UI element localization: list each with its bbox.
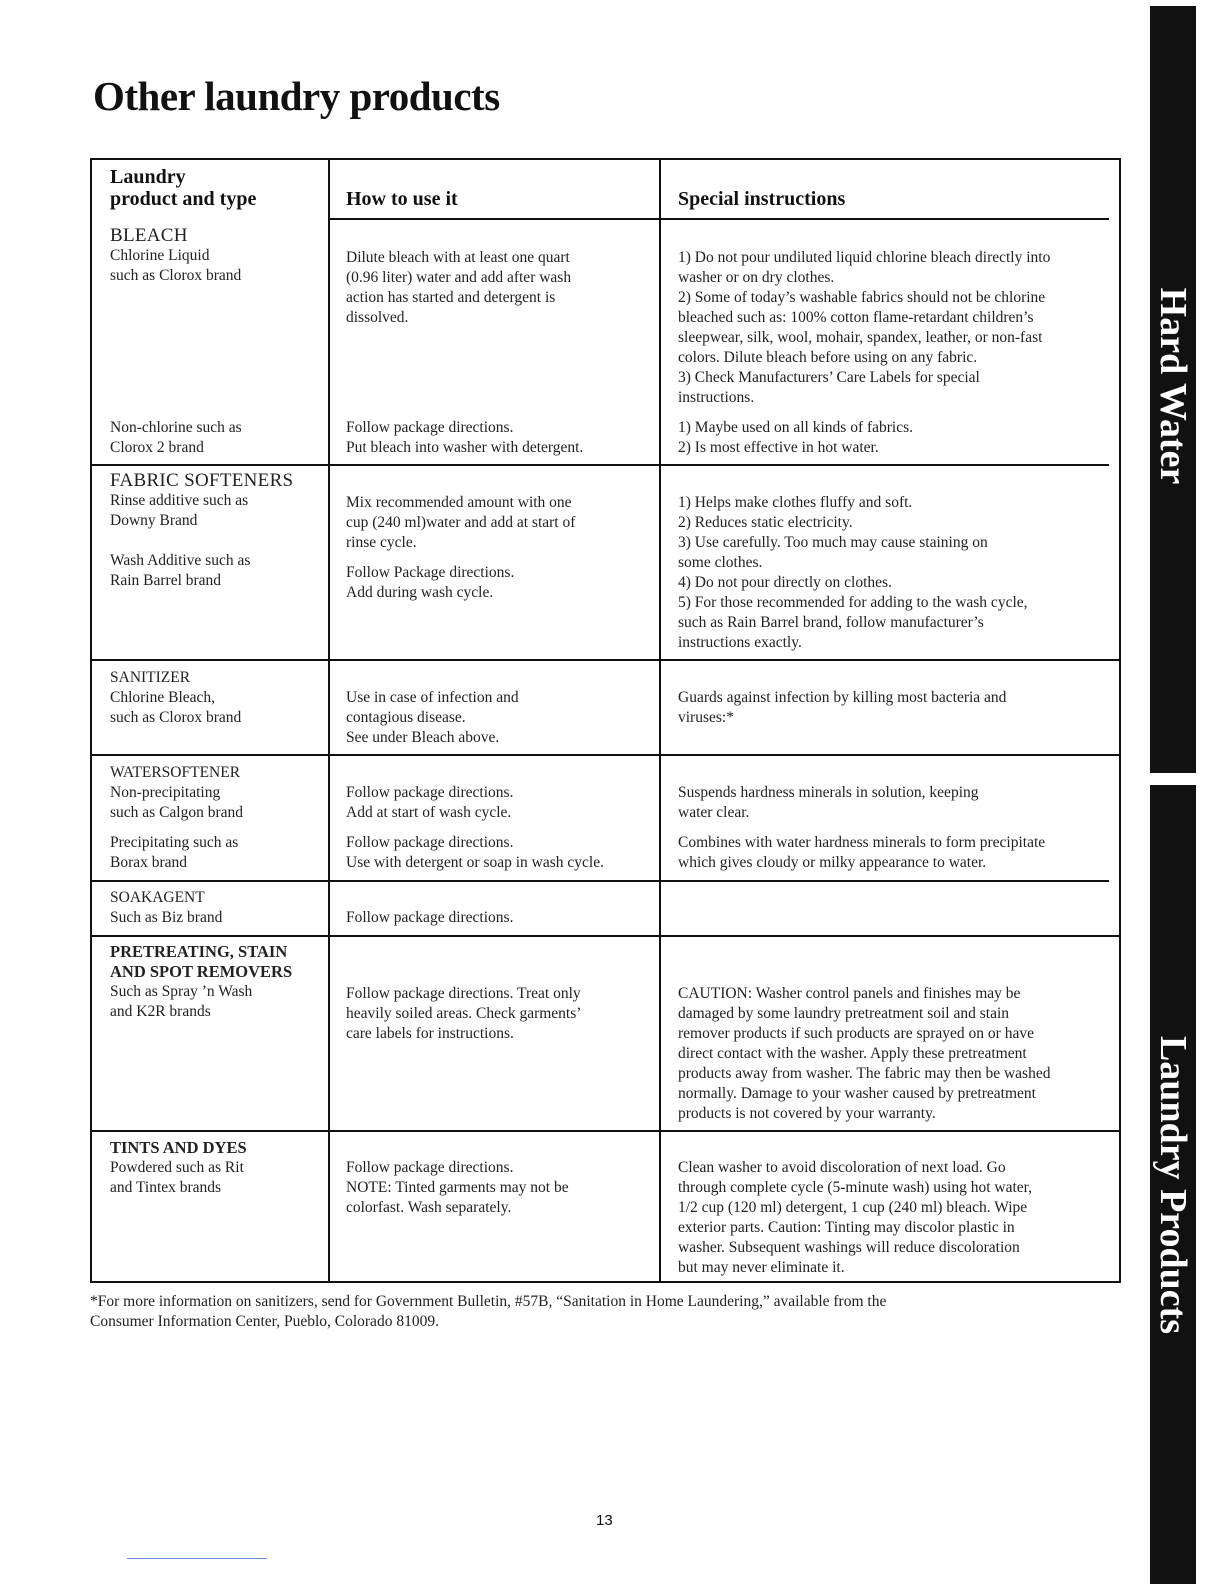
tab-label: Hard Water xyxy=(1152,287,1194,485)
row-divider xyxy=(92,935,1119,937)
bleach-nonchlorine-special: 1) Maybe used on all kinds of fabrics. 2) Is most effective in hot water. xyxy=(678,419,914,456)
softener-special: 1) Helps make clothes fluffy and soft. 2) Reduces static electricity. 3) Use carefully. Too much may cause staining on some clothes. 4) Do not pour directly on clothes. 5) For those recommended for adding to the wash cycle, such as Rain Barrel brand, follow manufacturer’s instructions exactly. xyxy=(678,494,1028,651)
sanitizer-special: Guards against infection by killing most bacteria and viruses:* xyxy=(678,689,1007,726)
row-divider xyxy=(92,1130,1119,1132)
watersoftener-use: Follow package directions. Add at start of wash cycle. Follow package directions. Use with detergent or soap in wash cycle. xyxy=(346,784,604,871)
watersoftener-product: WATERSOFTENER Non-precipitating such as Calgon brand Precipitating such as Borax brand xyxy=(110,764,244,871)
footnote: *For more information on sanitizers, send for Government Bulletin, #57B, “Sanitation in Home Laundering,” available from the Consumer Information Center, Pueblo, Colorado 81009. xyxy=(90,1293,887,1330)
bleach-use: Dilute bleach with at least one quart (0.96 liter) water and add after wash action has started and detergent is dissolved. xyxy=(346,249,572,326)
soak-product: SOAKAGENT Such as Biz brand xyxy=(110,889,223,926)
divider xyxy=(127,1558,267,1559)
tints-use: Follow package directions. NOTE: Tinted garments may not be colorfast. Wash separately. xyxy=(346,1159,569,1216)
page-title: Other laundry products xyxy=(93,73,500,119)
sanitizer-product: SANITIZER Chlorine Bleach, such as Clorox brand xyxy=(110,669,242,726)
row-divider xyxy=(92,880,1109,882)
header-how-to-use: How to use it xyxy=(346,188,458,210)
pretreat-product: PRETREATING, STAIN AND SPOT REMOVERS Such as Spray ’n Wash and K2R brands xyxy=(110,942,293,1020)
tab-label: Laundry Products xyxy=(1152,1035,1194,1335)
page-number: 13 xyxy=(596,1512,613,1529)
column-divider xyxy=(328,160,330,1281)
section-tab-hard-water[interactable] xyxy=(1150,6,1196,773)
pretreat-special: CAUTION: Washer control panels and finishes may be damaged by some laundry pretreatment soil and stain remover products if such products are sprayed on or have direct contact with the washer. Apply these pretreatment products away from washer. The fabric may then be washed normally. Damage to your washer caused by pretreatment products is not covered by your warranty. xyxy=(678,985,1051,1122)
laundry-products-table xyxy=(90,158,1121,1283)
header-product-type: Laundry product and type xyxy=(110,166,257,210)
header-special-instructions: Special instructions xyxy=(678,188,846,210)
section-tab-laundry-products[interactable] xyxy=(1150,785,1196,1584)
sanitizer-use: Use in case of infection and contagious disease. See under Bleach above. xyxy=(346,689,519,746)
soak-use: Follow package directions. xyxy=(346,909,514,926)
bleach-nonchlorine-use: Follow package directions. Put bleach into washer with detergent. xyxy=(346,419,584,456)
pretreat-use: Follow package directions. Treat only heavily soiled areas. Check garments’ care labels for instructions. xyxy=(346,985,582,1042)
row-divider xyxy=(92,464,1109,466)
column-divider xyxy=(659,160,661,1281)
softener-product: FABRIC SOFTENERS Rinse additive such as Downy Brand Wash Additive such as Rain Barrel brand xyxy=(110,470,294,589)
tints-special: Clean washer to avoid discoloration of next load. Go through complete cycle (5-minute wash) using hot water, 1/2 cup (120 ml) detergent, 1 cup (240 ml) bleach. Wipe exterior parts. Caution: Tinting may discolor plastic in washer. Subsequent washings will reduce discoloration but may never eliminate it. xyxy=(678,1159,1033,1276)
bleach-nonchlorine-product: Non-chlorine such as Clorox 2 brand xyxy=(110,419,242,456)
row-divider xyxy=(92,754,1119,756)
tints-product: TINTS AND DYES Powdered such as Rit and Tintex brands xyxy=(110,1138,247,1196)
bleach-product: BLEACH Chlorine Liquid such as Clorox brand xyxy=(110,225,242,284)
row-divider xyxy=(328,218,1109,220)
watersoftener-special: Suspends hardness minerals in solution, keeping water clear. Combines with water hardness minerals to form precipitate which gives cloudy or milky appearance to water. xyxy=(678,784,1046,871)
bleach-special: 1) Do not pour undiluted liquid chlorine bleach directly into washer or on dry clothes. 2) Some of today’s washable fabrics should not be chlorine bleached such as: 100% cotton flame-retardant children’s sleepwear, silk, wool, mohair, spandex, leather, or non-fast colors. Dilute bleach before using on any fabric. 3) Check Manufacturers’ Care Labels for special instructions. xyxy=(678,249,1051,406)
row-divider xyxy=(92,659,1119,661)
softener-use: Mix recommended amount with one cup (240 ml)water and add at start of rinse cycle. Follow Package directions. Add during wash cycle. xyxy=(346,494,576,601)
